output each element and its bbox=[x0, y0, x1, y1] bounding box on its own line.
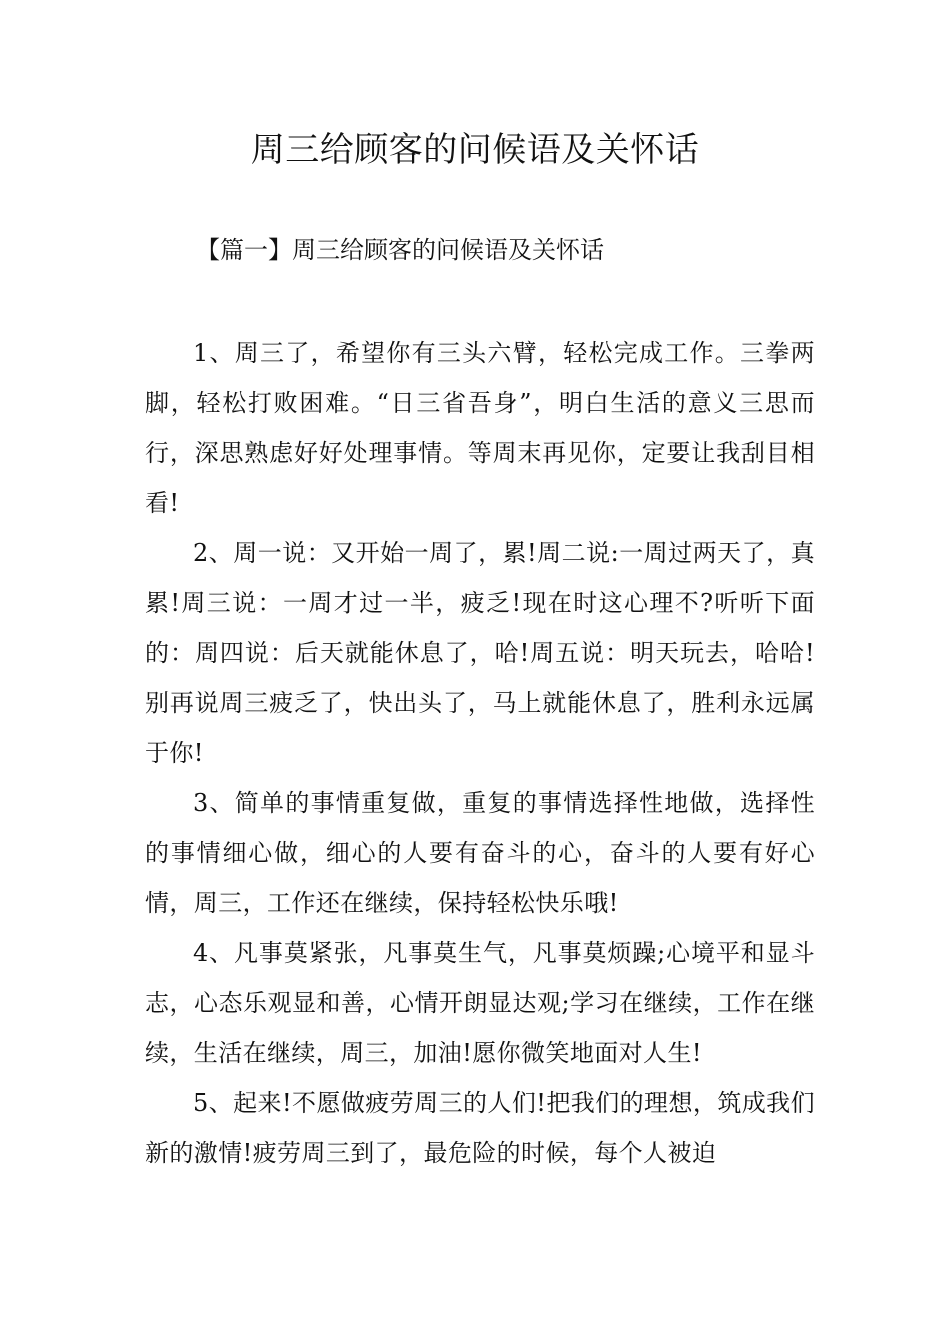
document-body bbox=[145, 328, 815, 1178]
paragraph-4: 4、凡事莫紧张，凡事莫生气，凡事莫烦躁;心境平和显斗志，心态乐观显和善，心情开朗显达观;学习在继续，工作在继续，生活在继续，周三，加油!愿你微笑地面对人生! bbox=[145, 939, 815, 1067]
paragraph-1: 1、周三了，希望你有三头六臂，轻松完成工作。三拳两脚，轻松打败困难。“日三省吾身”，明白生活的意义三思而行，深思熟虑好好处理事情。等周末再见你，定要让我刮目相看! bbox=[145, 339, 815, 517]
document-title: 周三给顾客的问候语及关怀话 bbox=[250, 130, 700, 170]
paragraph-5: 5、起来!不愿做疲劳周三的人们!把我们的理想，筑成我们新的激情!疲劳周三到了，最危险的时候，每个人被迫 bbox=[145, 1089, 815, 1167]
paragraph-2: 2、周一说：又开始一周了，累!周二说:一周过两天了，真累!周三说：一周才过一半，疲乏!现在时这心理不?听听下面的：周四说：后天就能休息了，哈!周五说：明天玩去，哈哈!别再说周三疲乏了，快出头了，马上就能休息了，胜利永远属于你! bbox=[145, 539, 815, 767]
paragraph-3: 3、简单的事情重复做，重复的事情选择性地做，选择性的事情细心做，细心的人要有奋斗的心，奋斗的人要有好心情，周三，工作还在继续，保持轻松快乐哦! bbox=[145, 789, 815, 917]
section-heading: 【篇一】周三给顾客的问候语及关怀话 bbox=[196, 236, 604, 264]
